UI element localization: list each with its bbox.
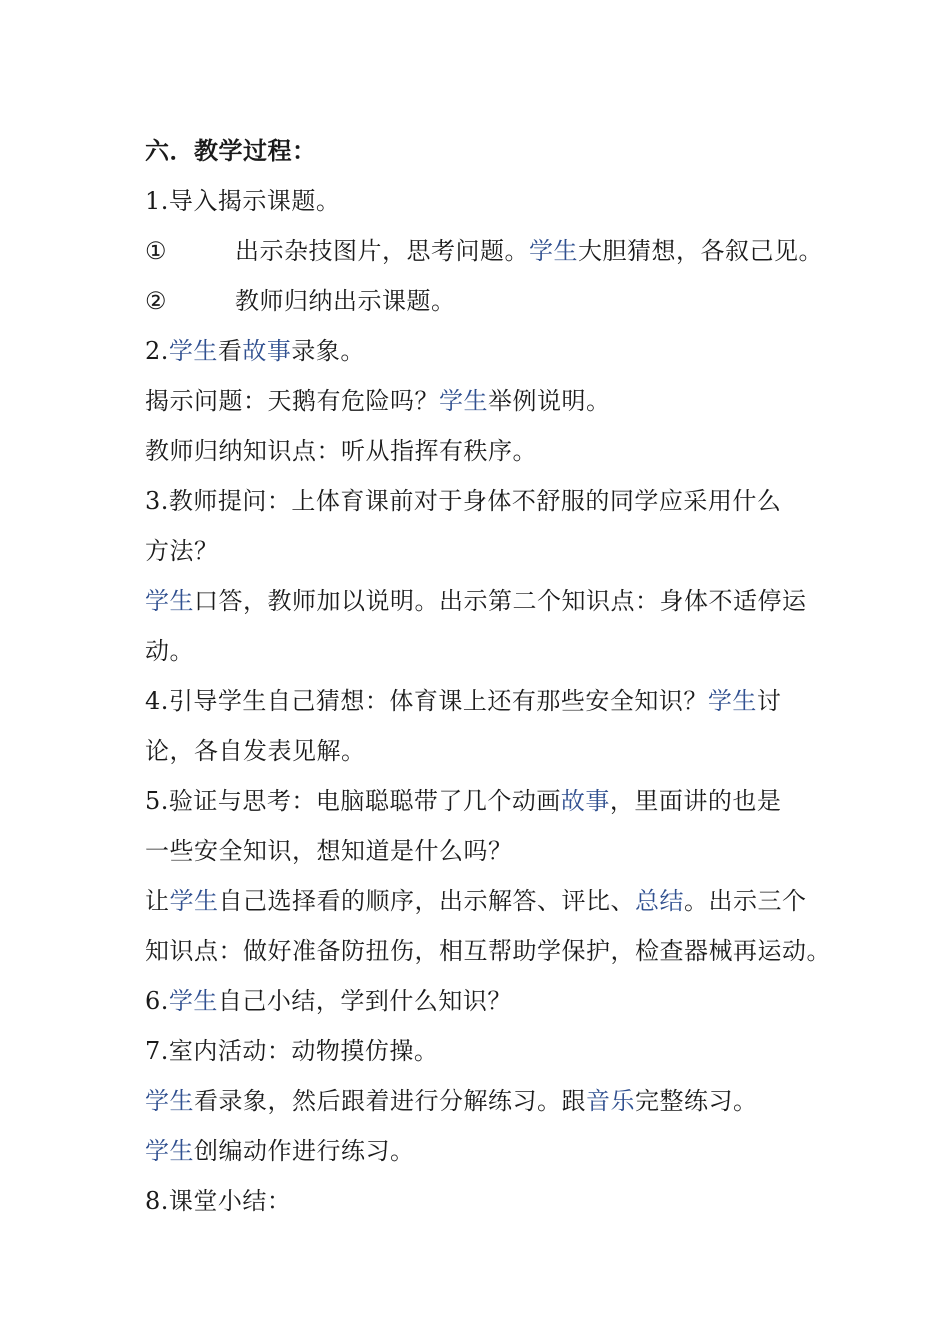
item-5-line-4: 知识点：做好准备防扭伤，相互帮助学保护，检查器械再运动。 — [145, 937, 831, 965]
item-3-line-1: 3.教师提问：上体育课前对于身体不舒服的同学应采用什么 — [145, 487, 782, 515]
link-xuesheng[interactable]: 学生 — [168, 987, 218, 1015]
sub-text-post: 大胆猜想，各叙己见。 — [578, 237, 823, 265]
text: 4.引导学生自己猜想：体育课上还有那些安全知识？ — [145, 687, 708, 715]
item-3-answer-1 — [145, 576, 835, 626]
item-2 — [145, 326, 835, 376]
sub-marker-2: ② — [145, 287, 168, 315]
text: 5.验证与思考：电脑聪聪带了几个动画 — [145, 787, 561, 815]
item-7-b — [145, 1126, 835, 1176]
text: 完整练习。 — [635, 1087, 758, 1115]
link-xuesheng[interactable]: 学生 — [439, 387, 488, 415]
text: 。出示三个 — [684, 887, 807, 915]
link-xuesheng[interactable]: 学生 — [707, 687, 757, 715]
text: 自己选择看的顺序，出示解答、评比、 — [218, 887, 635, 915]
item-5-line-3 — [145, 876, 835, 926]
text: 自己小结，学到什么知识？ — [217, 987, 512, 1015]
sub-item-2 — [145, 276, 835, 326]
text: 讨 — [756, 687, 782, 715]
link-xuesheng[interactable]: 学生 — [145, 1137, 194, 1165]
item-5-line-1 — [145, 776, 835, 826]
item-5-line-2: 一些安全知识，想知道是什么吗？ — [145, 837, 513, 865]
text: 录象。 — [291, 337, 365, 365]
item-6 — [145, 976, 835, 1026]
item-7: 7.室内活动：动物摸仿操。 — [145, 1037, 439, 1065]
link-xuesheng[interactable]: 学生 — [145, 1087, 194, 1115]
link-gushi[interactable]: 故事 — [560, 787, 610, 815]
item-2-question — [145, 376, 835, 426]
item-3-answer-2: 动。 — [145, 637, 194, 665]
item-2-knowledge: 教师归纳知识点：听从指挥有秩序。 — [145, 437, 537, 465]
item-8: 8.课堂小结： — [145, 1187, 292, 1215]
item-4-line-2: 论，各自发表见解。 — [145, 737, 366, 765]
text: 让 — [145, 887, 170, 915]
text: ，里面讲的也是 — [609, 787, 782, 815]
link-xuesheng[interactable]: 学生 — [169, 887, 219, 915]
link-xuesheng[interactable]: 学生 — [168, 337, 218, 365]
link-xuesheng[interactable]: 学生 — [145, 587, 194, 615]
item-4-line-1 — [145, 676, 835, 726]
text: 举例说明。 — [488, 387, 611, 415]
text: 6. — [145, 987, 169, 1015]
item-7-a — [145, 1076, 835, 1126]
link-zongjie[interactable]: 总结 — [635, 887, 684, 915]
text: 口答，教师加以说明。出示第二个知识点：身体不适停运 — [194, 587, 807, 615]
sub-item-1 — [145, 226, 835, 276]
text: 看 — [217, 337, 243, 365]
link-yinyue[interactable]: 音乐 — [586, 1087, 635, 1115]
item-1: 1.导入揭示课题。 — [145, 187, 341, 215]
text: 看录象，然后跟着进行分解练习。跟 — [194, 1087, 586, 1115]
sub-text: 教师归纳出示课题。 — [235, 287, 456, 315]
text: 2. — [145, 337, 169, 365]
item-3-line-2: 方法？ — [145, 537, 219, 565]
link-gushi[interactable]: 故事 — [242, 337, 292, 365]
sub-marker-1: ① — [145, 237, 168, 265]
link-xuesheng[interactable]: 学生 — [529, 237, 578, 265]
section-heading: 六．教学过程： — [145, 137, 317, 165]
document-body — [145, 126, 835, 1226]
text: 创编动作进行练习。 — [194, 1137, 415, 1165]
sub-text-pre: 出示杂技图片，思考问题。 — [235, 237, 529, 265]
text: 揭示问题：天鹅有危险吗？ — [145, 387, 439, 415]
